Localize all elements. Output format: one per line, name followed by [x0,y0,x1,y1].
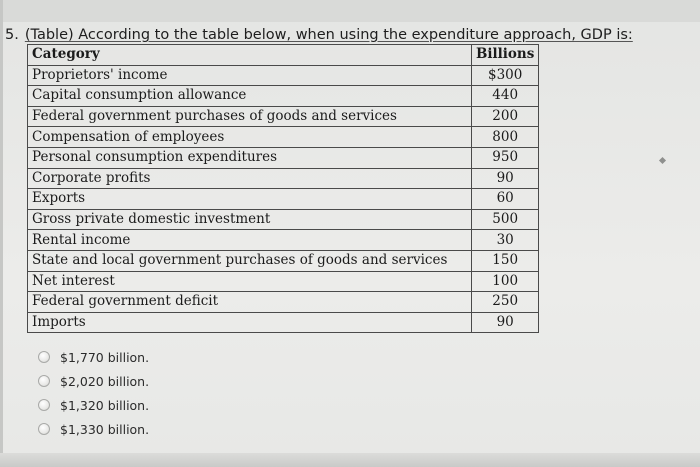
billions-cell: 800 [472,127,539,148]
table-row [28,292,539,313]
screen-speck [659,157,666,164]
radio-button[interactable] [38,351,50,363]
expenditure-table [27,44,539,333]
table-row [28,250,539,271]
answer-option-label: $1,320 billion. [60,397,150,413]
category-cell: Corporate profits [28,168,472,189]
table-row [28,127,539,148]
category-cell: Federal government deficit [28,292,472,313]
category-cell: Exports [28,189,472,210]
question-prompt [5,27,633,43]
table-row [28,147,539,168]
category-cell: Personal consumption expenditures [28,147,472,168]
billions-cell: 90 [472,168,539,189]
answer-option[interactable] [38,369,149,393]
table-row [28,312,539,333]
billions-cell: 200 [472,106,539,127]
category-cell: Imports [28,312,472,333]
category-cell: State and local government purchases of goods and services [28,250,472,271]
answer-options [38,345,149,441]
answer-option[interactable] [38,417,149,441]
table-body [28,65,539,333]
billions-cell: 500 [472,209,539,230]
billions-column-header: Billions [472,45,539,66]
table-header-row [28,45,539,66]
answer-option-label: $1,330 billion. [60,421,150,437]
radio-button[interactable] [38,375,50,387]
question-number: 5. [5,27,19,43]
screen-left-edge [0,0,3,467]
billions-cell: 440 [472,86,539,107]
table-row [28,271,539,292]
category-column-header: Category [28,45,472,66]
answer-option-label: $2,020 billion. [60,373,150,389]
question-text: (Table) According to the table below, when using the expenditure approach, GDP is: [24,27,633,43]
table-row [28,65,539,86]
category-cell: Gross private domestic investment [28,209,472,230]
category-cell: Federal government purchases of goods and services [28,106,472,127]
radio-button[interactable] [38,423,50,435]
billions-cell: 60 [472,189,539,210]
answer-option[interactable] [38,345,149,369]
billions-cell: $300 [472,65,539,86]
answer-option[interactable] [38,393,149,417]
table-row [28,209,539,230]
table-row [28,168,539,189]
billions-cell: 250 [472,292,539,313]
radio-button[interactable] [38,399,50,411]
table-row [28,230,539,251]
billions-cell: 150 [472,250,539,271]
category-cell: Net interest [28,271,472,292]
billions-cell: 100 [472,271,539,292]
category-cell: Rental income [28,230,472,251]
billions-cell: 30 [472,230,539,251]
answer-option-label: $1,770 billion. [60,349,150,365]
table-row [28,189,539,210]
category-cell: Capital consumption allowance [28,86,472,107]
screen-bottom-edge [0,453,700,467]
screen-top-edge [0,0,700,22]
table-row [28,106,539,127]
table-row [28,86,539,107]
category-cell: Compensation of employees [28,127,472,148]
billions-cell: 950 [472,147,539,168]
category-cell: Proprietors' income [28,65,472,86]
billions-cell: 90 [472,312,539,333]
